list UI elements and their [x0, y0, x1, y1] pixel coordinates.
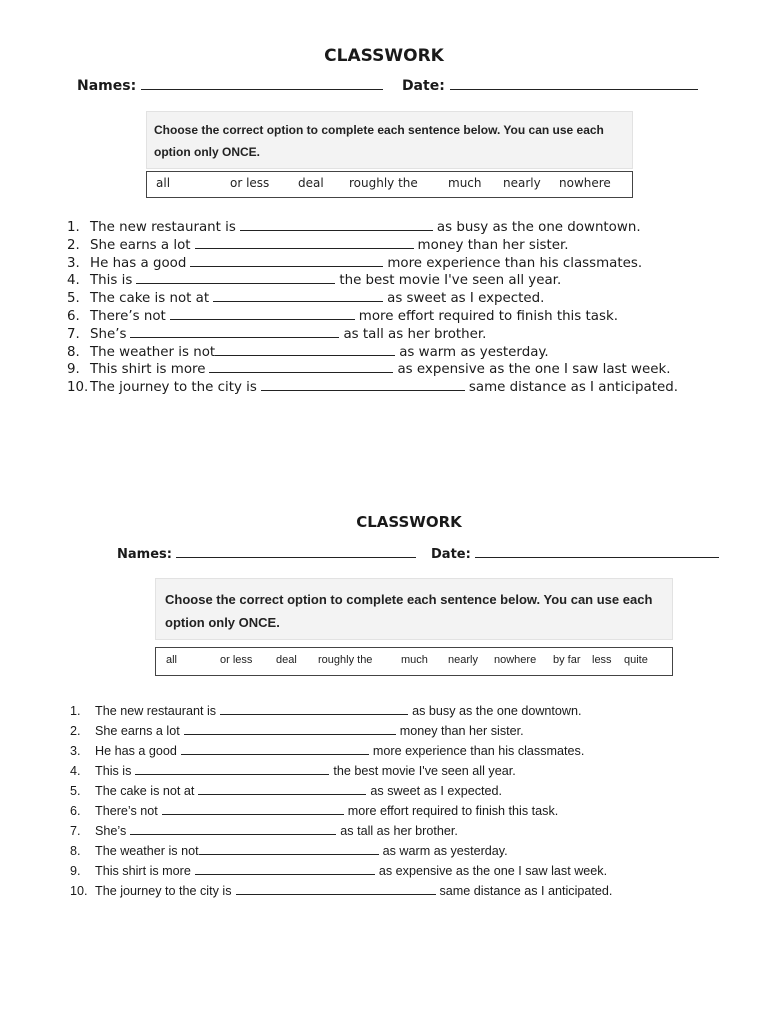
question-text-after: as busy as the one downtown. [436, 220, 641, 235]
question-text-after: as expensive as the one I saw last week. [378, 864, 608, 878]
question-text-before: The weather is not [95, 844, 199, 858]
answer-blank[interactable] [130, 833, 336, 835]
question-number: 2. [70, 724, 81, 738]
question-item [67, 326, 678, 344]
question-number: 1. [70, 704, 81, 718]
word-bank-item: quite [624, 654, 648, 666]
question-number: 9. [70, 864, 81, 878]
word-bank-item: by far [553, 654, 581, 666]
question-number: 2. [67, 237, 80, 253]
question-text-before: He has a good [95, 744, 177, 758]
names-blank[interactable] [141, 88, 383, 90]
worksheet-1 [0, 0, 768, 470]
question-number: 3. [70, 744, 81, 758]
word-bank [146, 171, 633, 198]
answer-blank[interactable] [181, 753, 369, 755]
worksheet-title: CLASSWORK [356, 513, 462, 531]
question-item [67, 308, 678, 326]
question-text-after: as tall as her brother. [343, 326, 487, 342]
question-item [67, 255, 678, 273]
word-bank-item: roughly the [349, 176, 418, 190]
question-item [67, 361, 678, 379]
question-text-after: the best movie I've seen all year. [339, 273, 562, 289]
answer-blank[interactable] [190, 265, 383, 267]
question-text-before: The weather is not [90, 344, 216, 360]
question-text-before: The cake is not at [90, 291, 210, 307]
question-text-after: as sweet as I expected. [370, 784, 503, 798]
question-number: 8. [70, 844, 81, 858]
word-bank-item: nowhere [494, 654, 537, 666]
worksheet-2 [0, 470, 768, 1024]
question-text-after: money than her sister. [399, 724, 524, 738]
answer-blank[interactable] [261, 389, 465, 391]
question-number: 3. [67, 255, 80, 271]
question-text-after: the best movie I've seen all year. [333, 764, 516, 778]
question-text-after: as warm as yesterday. [382, 844, 508, 858]
question-item [70, 741, 612, 761]
answer-blank[interactable] [240, 229, 433, 231]
word-bank-item: roughly the [318, 654, 373, 666]
question-text-before: This is [90, 273, 133, 289]
question-text-before: There’s not [90, 308, 166, 324]
question-item [70, 801, 612, 821]
question-item [67, 379, 678, 397]
answer-blank[interactable] [198, 793, 366, 795]
question-item [70, 761, 612, 781]
question-text-after: as expensive as the one I saw last week. [397, 362, 671, 378]
answer-blank[interactable] [195, 873, 375, 875]
question-text-before: This shirt is more [95, 864, 191, 878]
word-bank-item: deal [276, 654, 297, 666]
question-list [67, 219, 678, 397]
word-bank-item: nowhere [559, 176, 611, 190]
question-item [70, 861, 612, 881]
date-label: Date: [401, 78, 445, 94]
question-item [70, 781, 612, 801]
question-text-after: more effort required to finish this task. [347, 804, 559, 818]
question-text-after: more experience than his classmates. [372, 744, 585, 758]
question-text-before: The cake is not at [95, 784, 195, 798]
question-number: 4. [70, 764, 81, 778]
question-text-before: He has a good [90, 255, 187, 271]
word-bank-item: all [156, 176, 171, 190]
names-label: Names: [77, 78, 137, 94]
question-number: 5. [70, 784, 81, 798]
question-text-after: as busy as the one downtown. [412, 704, 582, 718]
word-bank-item: nearly [448, 654, 478, 666]
answer-blank[interactable] [162, 813, 344, 815]
answer-blank[interactable] [136, 282, 335, 284]
question-text-after: as warm as yesterday. [399, 344, 549, 360]
question-text-before: The new restaurant is [90, 220, 236, 235]
question-text-before: The journey to the city is [95, 884, 232, 898]
word-bank-item: all [166, 654, 178, 666]
question-text-before: This is [95, 764, 132, 778]
worksheet-title: CLASSWORK [324, 46, 444, 66]
question-text-after: money than her sister. [417, 237, 569, 253]
question-item [70, 821, 612, 841]
question-item [67, 237, 678, 255]
answer-blank[interactable] [184, 733, 396, 735]
question-item [67, 219, 678, 237]
answer-blank[interactable] [170, 318, 355, 320]
question-text-before: This shirt is more [90, 362, 206, 378]
answer-blank[interactable] [215, 354, 395, 356]
answer-blank[interactable] [195, 247, 414, 249]
question-number: 10. [70, 884, 88, 898]
word-bank [155, 647, 673, 676]
question-number: 7. [67, 326, 80, 342]
answer-blank[interactable] [213, 300, 383, 302]
names-date-row [117, 547, 719, 562]
question-number: 6. [70, 804, 81, 818]
names-date-row [77, 78, 698, 94]
question-item [70, 881, 612, 901]
instructions-box: Choose the correct option to complete each sentence below. You can use each option only ONCE. [155, 578, 673, 640]
answer-blank[interactable] [236, 893, 436, 895]
answer-blank[interactable] [220, 713, 408, 715]
question-number: 4. [67, 273, 80, 289]
word-bank-item: deal [298, 176, 324, 190]
date-blank[interactable] [475, 556, 719, 558]
word-bank-item: less [592, 654, 612, 666]
question-number: 9. [67, 362, 80, 378]
question-text-before: She’s [95, 824, 127, 838]
question-text-before: The journey to the city is [90, 380, 257, 396]
question-number: 8. [67, 344, 80, 360]
names-blank[interactable] [176, 556, 416, 558]
question-item [67, 272, 678, 290]
question-list [70, 701, 612, 901]
question-text-after: as tall as her brother. [340, 824, 458, 838]
question-item [70, 701, 612, 721]
names-label: Names: [117, 547, 172, 562]
question-text-before: The new restaurant is [95, 704, 217, 718]
word-bank-item: much [401, 654, 428, 666]
date-blank[interactable] [450, 88, 698, 90]
instructions-box: Choose the correct option to complete each sentence below. You can use each option only ONCE. [146, 111, 633, 169]
question-text-after: as sweet as I expected. [387, 291, 545, 307]
answer-blank[interactable] [209, 371, 393, 373]
answer-blank[interactable] [130, 336, 339, 338]
question-item [67, 290, 678, 308]
word-bank-item: nearly [503, 176, 541, 190]
question-text-before: She earns a lot [95, 724, 180, 738]
word-bank-item: or less [220, 654, 253, 666]
question-item [70, 721, 612, 741]
question-number: 1. [67, 220, 80, 235]
question-item [67, 344, 678, 362]
question-text-before: There’s not [95, 804, 158, 818]
question-text-after: same distance as I anticipated. [468, 380, 678, 396]
question-text-before: She’s [90, 326, 127, 342]
question-number: 7. [70, 824, 81, 838]
question-number: 5. [67, 291, 80, 307]
answer-blank[interactable] [135, 773, 329, 775]
question-number: 6. [67, 308, 80, 324]
answer-blank[interactable] [199, 853, 379, 855]
question-text-after: same distance as I anticipated. [439, 884, 613, 898]
word-bank-item: or less [230, 176, 270, 190]
question-text-before: She earns a lot [90, 237, 191, 253]
question-text-after: more effort required to finish this task. [358, 308, 618, 324]
date-label: Date: [431, 547, 471, 562]
question-text-after: more experience than his classmates. [387, 255, 643, 271]
word-bank-item: much [448, 176, 482, 190]
question-item [70, 841, 612, 861]
question-number: 10. [67, 380, 89, 396]
